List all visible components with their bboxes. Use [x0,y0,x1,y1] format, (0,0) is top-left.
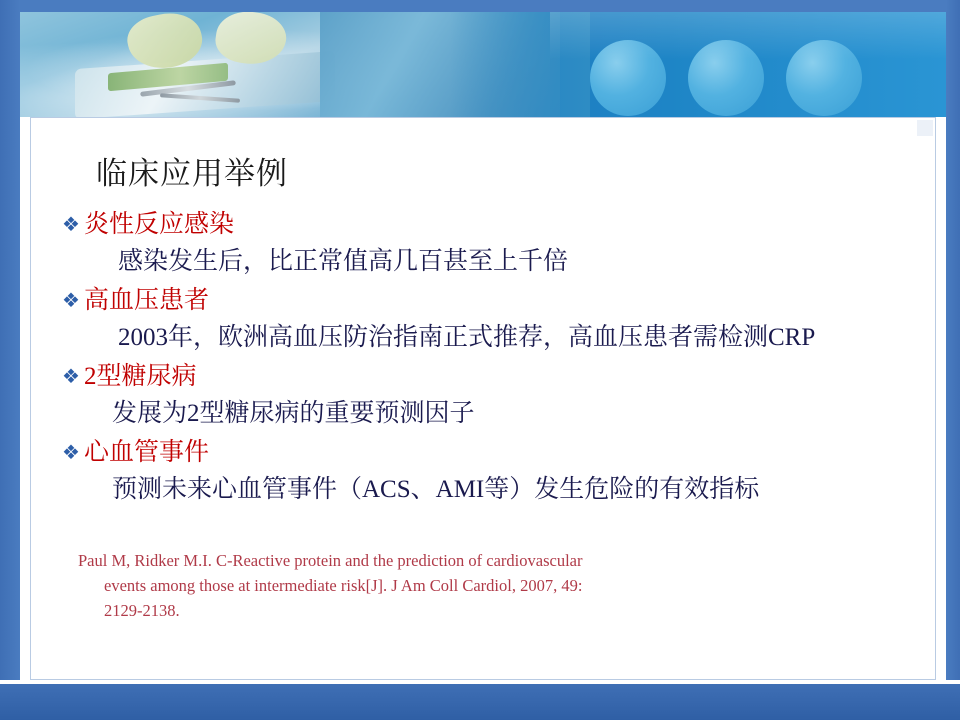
list-item [62,360,932,394]
page-title: 临床应用举例 [96,156,288,191]
bullet-detail: 预测未来心血管事件（ACS、AMI等）发生危险的有效指标 [112,476,760,503]
frame-top-border [0,0,960,12]
bullet-list [62,208,932,512]
diamond-bullet-icon: ❖ [62,290,80,312]
surgery-photo [20,12,550,117]
list-item [62,208,932,242]
diamond-bullet-icon: ❖ [62,366,80,388]
frame-bottom-border [0,684,960,720]
bullet-heading: 心血管事件 [84,439,210,466]
diamond-bullet-icon: ❖ [62,214,80,236]
bullet-detail: 发展为2型糖尿病的重要预测因子 [112,400,475,427]
header-banner [20,12,946,117]
citation-reference [78,548,878,623]
bullet-heading: 炎性反应感染 [84,211,235,238]
frame-left-border [0,0,20,720]
citation-line-3: 2129-2138. [104,601,180,620]
bullet-heading: 高血压患者 [84,287,210,314]
list-item [62,284,932,318]
bullet-detail: 2003年，欧洲高血压防治指南正式推荐，高血压患者需检测CRP [118,324,816,351]
diamond-bullet-icon: ❖ [62,442,80,464]
corner-mark [917,120,933,136]
bullet-detail: 感染发生后，比正常值高几百甚至上千倍 [118,248,569,275]
frame-right-border [946,0,960,720]
citation-line-2: events among those at intermediate risk[J]. J Am Coll Cardiol, 2007, 49: [104,576,583,595]
list-item [62,436,932,470]
banner-sheen [550,12,946,117]
citation-line-1: Paul M, Ridker M.I. C-Reactive protein and the prediction of cardiovascular [78,551,583,570]
bullet-heading: 2型糖尿病 [84,363,197,390]
